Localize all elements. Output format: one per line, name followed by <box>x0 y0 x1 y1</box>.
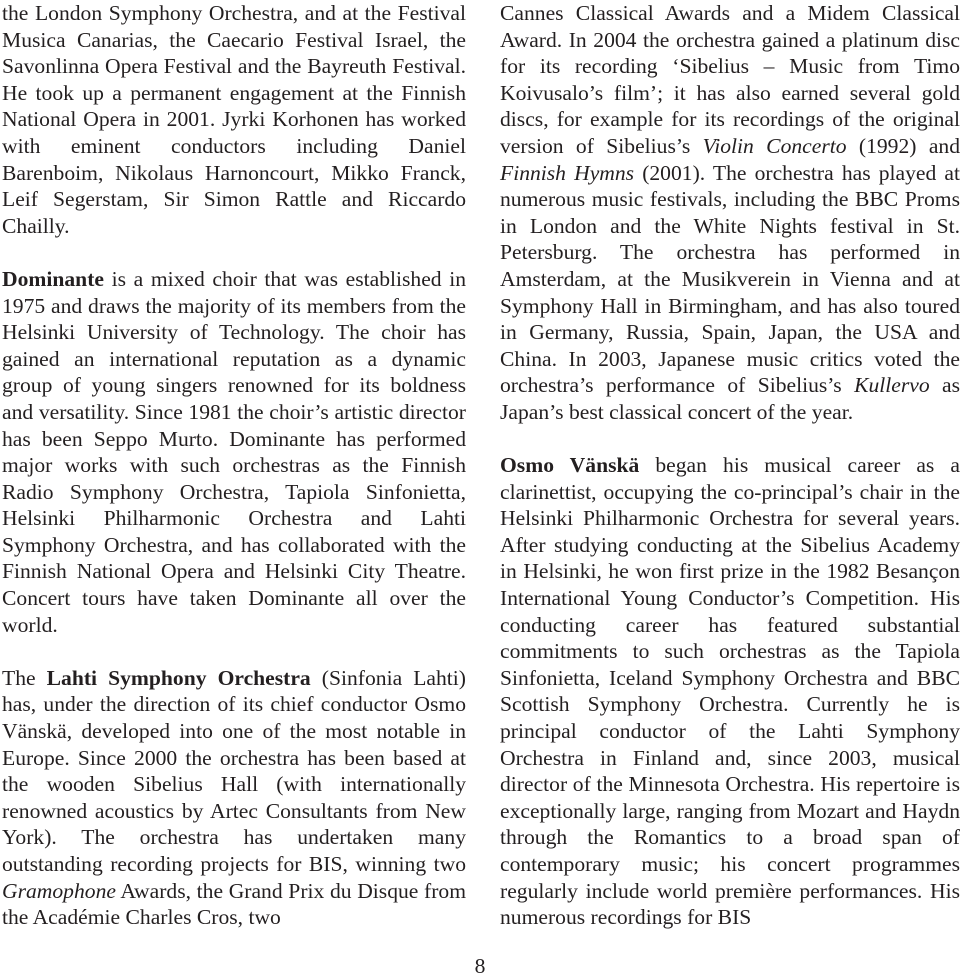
paragraph-lahti-symphony <box>2 665 466 931</box>
left-column <box>2 0 466 931</box>
paragraph-text: is a mixed choir that was established in 1975 and draws the majority of its members from the Helsinki University of Technology. The choir has gained an international reputation as a dynamic group of young singers renowned for its boldness and versatility. Since 1981 the choir’s artistic director has been Seppo Murto. Dominante has performed major works with such orchestras as the Finnish Radio Symphony Orchestra, Tapiola Sinfonietta, Helsinki Philharmonic Orchestra and Lahti Symphony Orchestra, and has collaborated with the Finnish National Opera and Helsinki City Theatre. Concert tours have taken Dominante all over the world. <box>2 266 466 637</box>
work-title: Kullervo <box>854 373 930 398</box>
paragraph-text: Awards, the Grand Prix du Disque from the Académie Charles Cros, two <box>2 878 466 930</box>
paragraph-text: (2001). The orchestra has played at numerous music festivals, including the BBC Proms in London and the White Nights festival in St. Petersburg. The orchestra has performed in Amsterdam, at the Musikverein in Vienna and at Symphony Hall in Birmingham, and has also toured in Germany, Russia, Spain, Japan, the USA and China. In 2003, Japanese music critics voted the orchestra’s performance of Sibelius’s <box>500 160 960 398</box>
choir-name: Dominante <box>2 266 104 291</box>
paragraph-text: (1992) and <box>846 133 960 158</box>
paragraph-text: as Japan’s best classical concert of the year. <box>500 373 960 424</box>
orchestra-name: Lahti Symphony Orchestra <box>46 665 311 690</box>
paragraph-text: (Sinfonia Lahti) has, under the direction of its chief conductor Osmo Vänskä, developed into one of the most notable in Europe. Since 2000 the orchestra has been based at the wooden Sibelius Hall (with internationally renowned acoustics by Artec Consultants from New York). The orchestra has undertaken many outstanding recording projects for BIS, winning two <box>2 665 466 876</box>
paragraph-text: the London Symphony Orchestra, and at the Festival Musica Canarias, the Caecario Festival Israel, the Savonlinna Opera Festival and the Bayreuth Festival. He took up a permanent engagement at the Finnish National Opera in 2001. Jyrki Korhonen has worked with eminent conductors including Daniel Barenboim, Nikolaus Harnoncourt, Mikko Franck, Leif Segerstam, Sir Simon Rattle and Riccardo Chailly. <box>2 1 466 238</box>
paragraph-lahti-continued <box>500 0 960 426</box>
work-title: Finnish Hymns <box>500 160 635 185</box>
paragraph-text: Cannes Classical Awards and a Midem Classical Award. In 2004 the orchestra gained a platinum disc for its recording ‘Sibelius – Music from Timo Koivusalo’s film’; it has also earned several gold discs, for example for its recordings of the original version of Sibelius’s <box>500 1 960 158</box>
award-title: Gramophone <box>2 878 116 903</box>
paragraph-vanska <box>500 452 960 931</box>
right-column <box>500 0 960 931</box>
paragraph-text: The <box>2 665 47 690</box>
work-title: Violin Concerto <box>702 133 847 158</box>
paragraph-korhonen-continued <box>2 0 466 239</box>
conductor-name: Osmo Vänskä <box>500 453 640 478</box>
page-number: 8 <box>474 954 486 978</box>
paragraph-dominante <box>2 266 466 638</box>
paragraph-text: began his musical career as a clarinettist, occupying the co-principal’s chair in the Helsinki Philharmonic Orchestra for several years. After studying conducting at the Sibelius Academy in Helsinki, he won first prize in the 1982 Besançon International Young Conductor’s Competition. His conducting career has featured substantial commitments to such orchestras as the Tapiola Sinfonietta, Iceland Symphony Orchestra and BBC Scottish Symphony Orchestra. Currently he is principal conductor of the Lahti Symphony Orchestra in Finland and, since 2003, musical director of the Minnesota Orchestra. His repertoire is exceptionally large, ranging from Mozart and Haydn through the Romantics to a broad span of contemporary music; his concert programmes regularly include world première performances. His numerous recordings for BIS <box>500 453 960 930</box>
